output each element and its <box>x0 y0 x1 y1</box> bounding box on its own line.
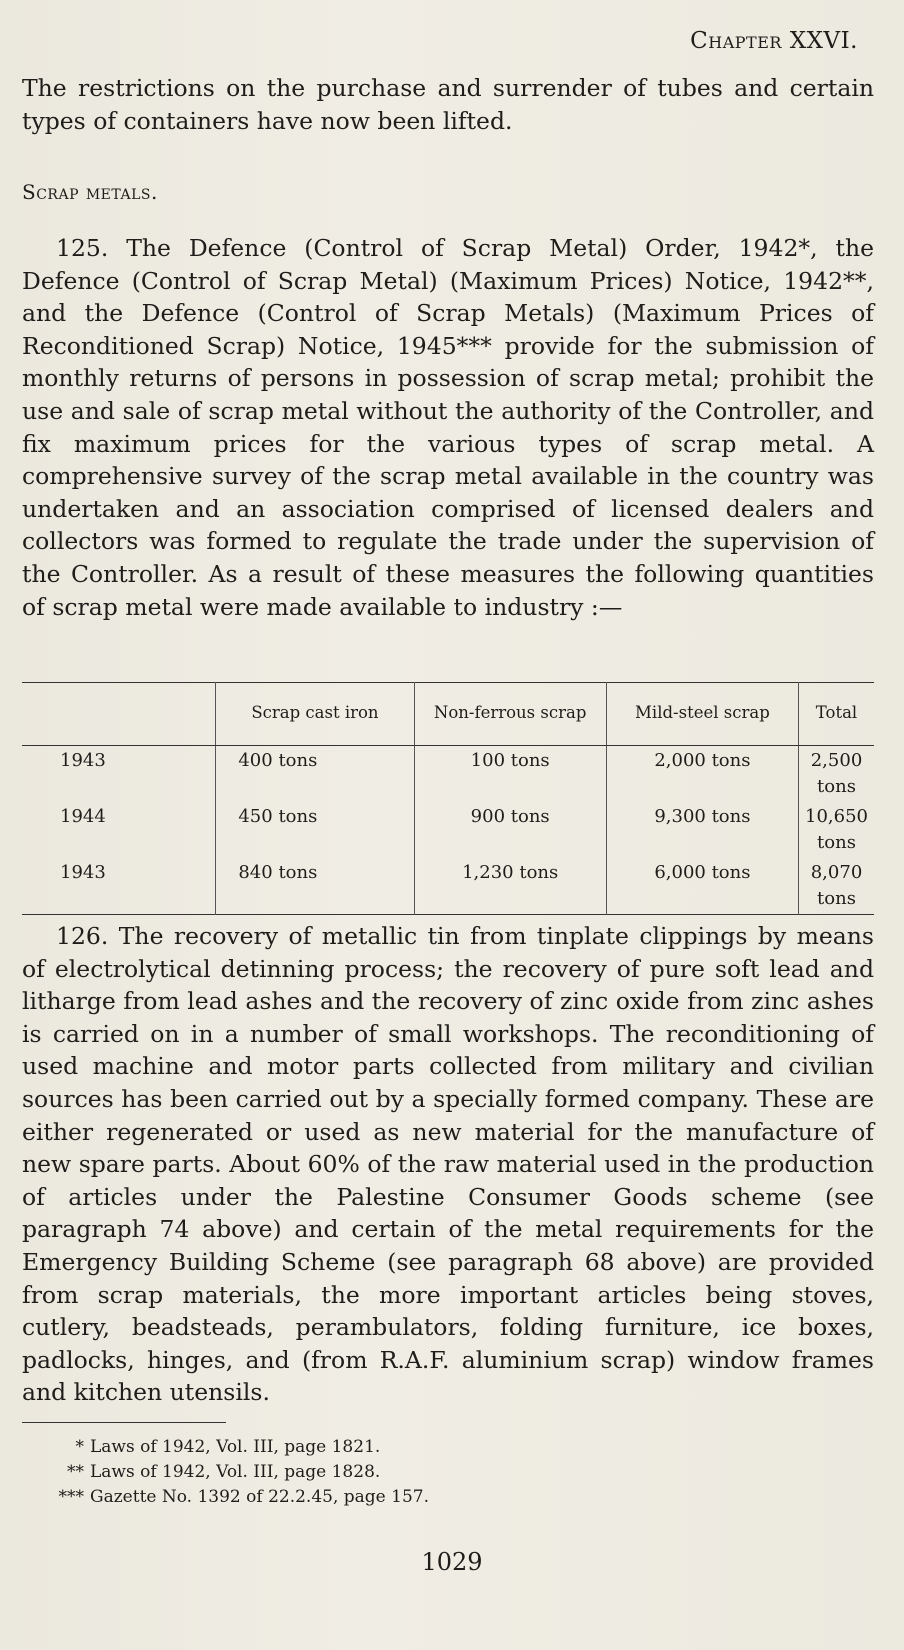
chapter-header: Chapter XXVI. <box>690 28 858 54</box>
table-cell: 8,070 tons <box>799 858 874 915</box>
section-heading: Scrap metals. <box>22 180 158 204</box>
footnote-mark: *** <box>58 1487 84 1507</box>
table-header-cell <box>22 683 216 746</box>
footnote-mark: * <box>75 1437 84 1457</box>
table-cell: 1943 <box>60 750 106 771</box>
table-header-cell: Scrap cast iron <box>216 683 414 746</box>
table-row <box>22 802 874 858</box>
table-cell: 840 tons <box>216 858 414 915</box>
table-cell: 1943 <box>60 862 106 883</box>
footnotes <box>22 1435 622 1510</box>
table-header-cell: Mild-steel scrap <box>606 683 798 746</box>
intro-paragraph: The restrictions on the purchase and surrender of tubes and certain types of containers have now been lifted. <box>22 74 874 135</box>
paragraph-126: 126. The recovery of metallic tin from tinplate clippings by means of electrolytical detinning process; the recovery of pure soft lead and litharge from lead ashes and the recovery of zinc oxide from zinc ashes is carried on in a number of small workshops. The reconditioning of used machine and motor parts collected from military and civilian sources has been carried out by a specially formed company. These are either regenerated or used as new material for the manufacture of new spare parts. About 60% of the raw material used in the production of articles under the Palestine Consumer Goods scheme (see paragraph 74 above) and certain of the metal requirements for the Emergency Building Scheme (see paragraph 68 above) are provided from scrap materials, the more important articles being stoves, cutlery, beadsteads, perambulators, folding furniture, ice boxes, padlocks, hinges, and (from R.A.F. aluminium scrap) window frames and kitchen utensils. <box>22 922 874 1407</box>
table-row <box>22 746 874 803</box>
table-cell: 10,650 tons <box>799 802 874 858</box>
table-header-cell: Total <box>799 683 874 746</box>
footnote <box>22 1485 622 1510</box>
table-cell: 100 tons <box>414 746 606 803</box>
footnote-text: Gazette No. 1392 of 22.2.45, page 157. <box>90 1487 429 1507</box>
table-cell: 9,300 tons <box>606 802 798 858</box>
footnote-text: Laws of 1942, Vol. III, page 1828. <box>90 1462 381 1482</box>
table-cell: 450 tons <box>216 802 414 858</box>
footnote-text: Laws of 1942, Vol. III, page 1821. <box>90 1437 381 1457</box>
paragraph-125: 125. The Defence (Control of Scrap Metal) Order, 1942*, the Defence (Control of Scrap Metal) (Maximum Prices) Notice, 1942**, and the Defence (Control of Scrap Metals) (Maximum Prices of Reconditioned Scrap) Notice, 1945*** provide for the submission of monthly returns of persons in possession of scrap metal; prohibit the use and sale of scrap metal without the authority of the Controller, and fix maximum prices for the various types of scrap metal. A comprehensive survey of the scrap metal available in the country was undertaken and an association comprised of licensed dealers and collectors was formed to regulate the trade under the supervision of the Controller. As a result of these measures the following quantities of scrap metal were made available to industry :— <box>22 234 874 621</box>
table-header-row <box>22 683 874 746</box>
footnote-divider <box>22 1422 226 1423</box>
scrap-metal-table <box>22 682 874 915</box>
table-cell: 2,000 tons <box>606 746 798 803</box>
table-cell: 900 tons <box>414 802 606 858</box>
table-row <box>22 858 874 915</box>
page-number: 1029 <box>421 1548 483 1576</box>
footnote-mark: ** <box>67 1462 84 1482</box>
table-cell: 2,500 tons <box>799 746 874 803</box>
footnote <box>22 1435 622 1460</box>
table-cell: 400 tons <box>216 746 414 803</box>
table-cell: 6,000 tons <box>606 858 798 915</box>
table-cell: 1,230 tons <box>414 858 606 915</box>
table-cell: 1944 <box>60 806 106 827</box>
footnote <box>22 1460 622 1485</box>
table-header-cell: Non-ferrous scrap <box>414 683 606 746</box>
